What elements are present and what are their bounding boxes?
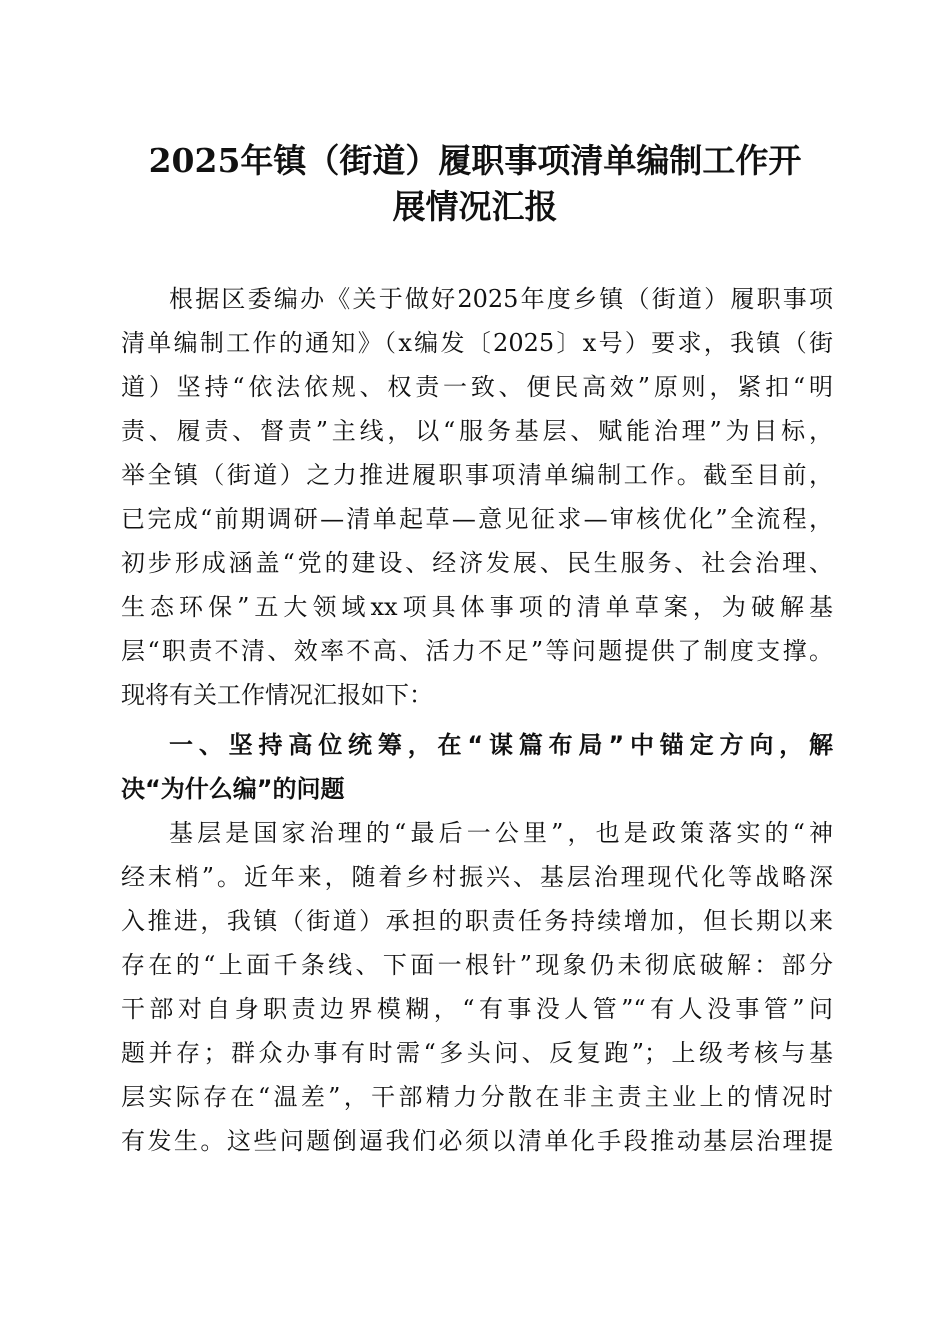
paragraph-line: 道）坚持“依法依规、权责一致、便民高效”原则，紧扣“明 [121,373,833,401]
paragraph-line: 层“职责不清、效率不高、活力不足”等问题提供了制度支撑。 [121,637,833,665]
paragraph-line: 题并存；群众办事有时需“多头问、反复跑”；上级考核与基 [121,1039,833,1067]
section-1-heading [121,723,833,811]
heading-line: 决“为什么编”的问题 [121,775,345,803]
paragraph-line: 存在的“上面千条线、下面一根针”现象仍未彻底破解：部分 [121,951,833,979]
paragraph-line: 层实际存在“温差”，干部精力分散在非主责主业上的情况时 [121,1083,833,1111]
paragraph-line: 已完成“前期调研—清单起草—意见征求—审核优化”全流程， [121,505,833,533]
title-line-2: 展情况汇报 [392,187,558,226]
paragraph-line: 初步形成涵盖“党的建设、经济发展、民生服务、社会治理、 [121,549,833,577]
paragraph-line: 现将有关工作情况汇报如下： [121,681,433,709]
paragraph-line: 入推进，我镇（街道）承担的职责任务持续增加，但长期以来 [121,907,833,935]
paragraph-line: 经末梢”。近年来，随着乡村振兴、基层治理现代化等战略深 [121,863,833,891]
paragraph-line: 举全镇（街道）之力推进履职事项清单编制工作。截至目前， [121,461,833,489]
paragraph-line: 生态环保”五大领域xx项具体事项的清单草案，为破解基 [121,593,833,621]
paragraph-line: 清单编制工作的通知》（x编发〔2025〕x号）要求，我镇（街 [121,329,833,357]
paragraph-line: 基层是国家治理的“最后一公里”，也是政策落实的“神 [169,819,833,847]
intro-paragraph [121,277,833,717]
title-line-1: 2025年镇（街道）履职事项清单编制工作开 [148,141,802,180]
section-1-paragraph [121,811,833,1163]
heading-line: 一、坚持高位统筹，在“谋篇布局”中锚定方向，解 [169,731,833,759]
paragraph-line: 有发生。这些问题倒逼我们必须以清单化手段推动基层治理提 [121,1127,833,1155]
paragraph-line: 干部对自身职责边界模糊，“有事没人管”“有人没事管”问 [121,995,833,1023]
paragraph-line: 责、履责、督责”主线，以“服务基层、赋能治理”为目标， [121,417,833,445]
document-title [110,138,840,230]
paragraph-line: 根据区委编办《关于做好2025年度乡镇（街道）履职事项 [169,285,833,313]
